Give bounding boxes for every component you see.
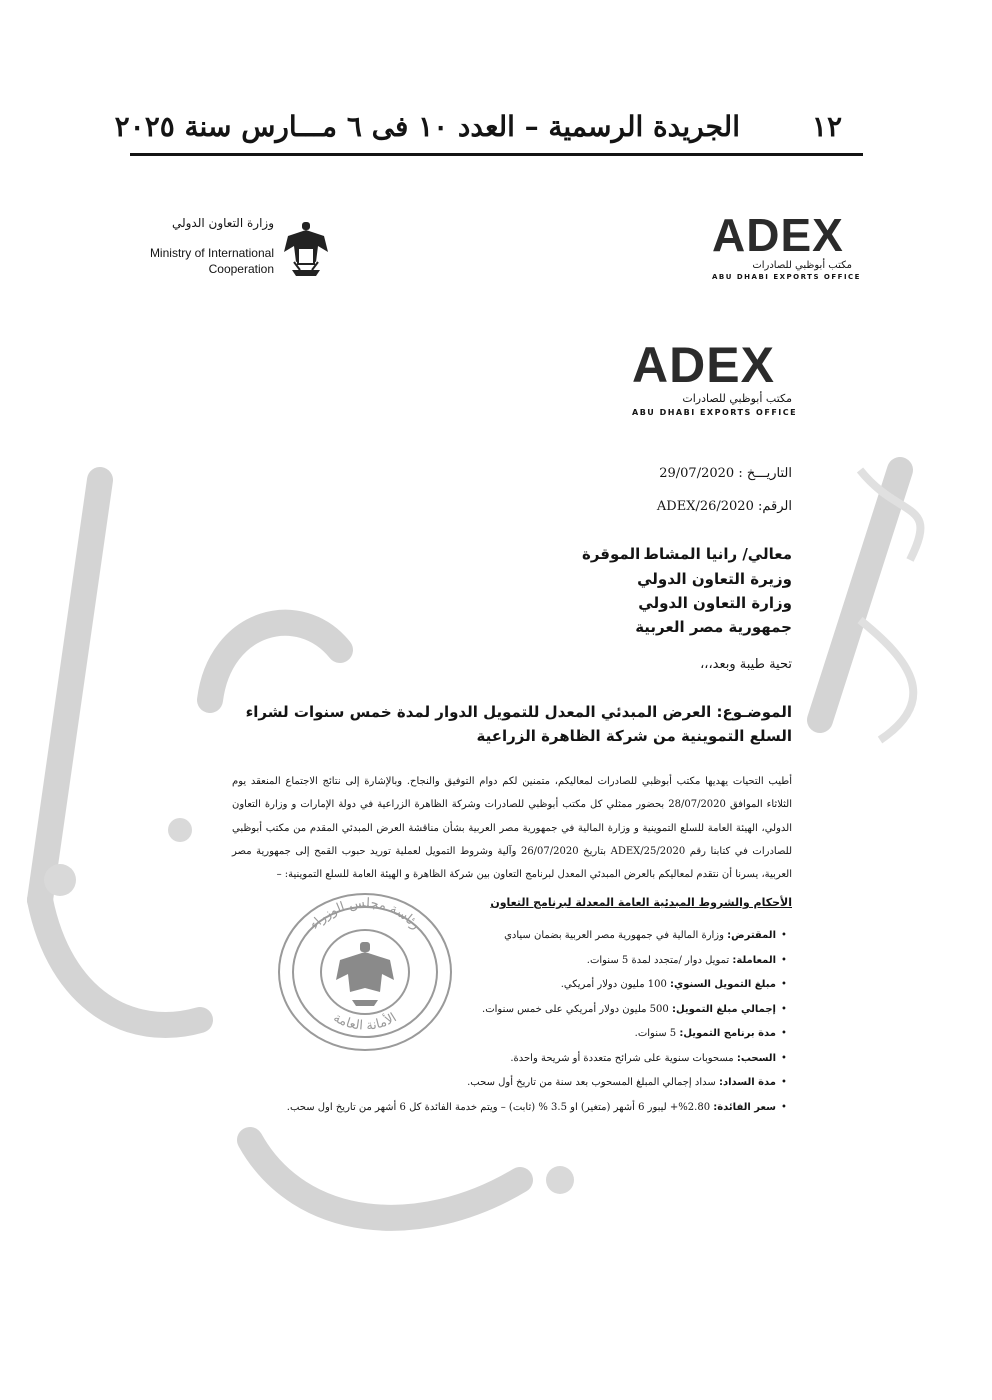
bullet-icon: • [781, 1101, 787, 1113]
addressee-line-1: وزيرة التعاون الدولي [637, 570, 792, 588]
term-label: مدة برنامج التمويل: [679, 1028, 776, 1039]
term-value: سداد إجمالي المبلغ المسحوب بعد سنة من تاريخ أول سحب. [467, 1077, 716, 1088]
seal-top-text: رئاسة مجلس الوزراء [307, 895, 423, 933]
date-label: التاريـــخ : [738, 466, 792, 481]
term-item [252, 949, 792, 974]
term-label: مدة السداد: [718, 1077, 776, 1088]
terms-list [252, 924, 792, 1120]
addressee-name-line [582, 545, 792, 563]
adex-logo-top [712, 209, 861, 281]
ministry-name-arabic: وزارة التعاون الدولي [171, 216, 274, 230]
term-label: مبلغ التمويل السنوي: [670, 979, 776, 990]
date-value: 29/07/2020 [659, 466, 735, 481]
term-label: المقترض: [727, 930, 776, 941]
header-rule [130, 153, 863, 156]
adex-logo-word: ADEX [632, 337, 775, 393]
ministry-block [150, 212, 340, 282]
addressee-name: معالي/ رانيا المشاط [643, 545, 792, 563]
bullet-icon: • [781, 979, 787, 990]
adex-logo-letterhead [632, 337, 798, 417]
term-item [252, 998, 792, 1023]
term-value: 5 سنوات. [634, 1028, 677, 1039]
term-value: وزارة المالية في جمهورية مصر العربية بضمان سيادي [504, 930, 724, 941]
adex-logo-arabic: مكتب أبوظبي للصادرات [752, 260, 852, 271]
term-value: مسحوبات سنوية على شرائح متعددة أو شريحة واحدة. [510, 1052, 734, 1064]
subject-text: العرض المبدئي المعدل للتمويل الدوار لمدة خمس سنوات لشراء السلع التموينية من شركة الظاهرة الزراعية [245, 703, 792, 745]
term-item [252, 1047, 792, 1072]
bullet-icon: • [781, 930, 787, 941]
letter-reference [657, 499, 792, 514]
addressee-line-3: جمهورية مصر العربية [635, 618, 792, 636]
term-value: 2.80%+ ليبور 6 أشهر (متغير) او 3.5 % (ثابت) – ويتم خدمة الفائدة كل 6 أشهر من تاريخ اول سحب. [286, 1101, 711, 1113]
gazette-title: الجريدة الرسمية – العدد ١٠ فى ٦ مـــارس سنة ٢٠٢٥ [114, 110, 740, 143]
term-item [252, 1096, 792, 1121]
term-label: إجمالي مبلغ التمويل: [671, 1003, 776, 1015]
terms-heading: الأحكام والشروط المبدئية العامة المعدلة لبرنامج التعاون [490, 896, 792, 909]
letter-subject [232, 700, 792, 748]
addressee-line-2: وزارة التعاون الدولي [638, 594, 792, 612]
term-item [252, 973, 792, 998]
bullet-icon: • [781, 1052, 787, 1064]
eagle-emblem-icon [282, 218, 330, 280]
term-value: 100 مليون دولار أمريكي. [560, 979, 667, 990]
term-item [252, 1022, 792, 1047]
term-label: سعر الفائدة: [713, 1101, 776, 1113]
bullet-icon: • [781, 954, 787, 966]
term-item [252, 924, 792, 949]
term-label: السحب: [736, 1052, 776, 1064]
ref-value: ADEX/26/2020 [656, 499, 754, 514]
term-label: المعاملة: [732, 954, 776, 966]
letter-body: أطيب التحيات يهديها مكتب أبوظبي للصادرات لمعاليكم، متمنين لكم دوام التوفيق والنجاح. وبالإشارة إلى نتائج الاجتماع المنعقد يوم الثلاثاء الموافق 28/07/2020 بحضور ممثلي كل مكتب أبوظبي للصادرات وشركة الظاهرة الزراعية في دولة الإمارات و وزارة التعاون الدولي، الهيئة العامة للسلع التموينية و وزارة المالية في جمهورية مصر العربية بشأن مناقشة العرض المبدئي المقدم من مكتب أبوظبي للصادرات في كتابنا رقم ADEX/25/2020 بتاريخ 26/07/2020 وآلية وشروط التمويل لعملية توريد حبوب القمح إلى جمهورية مصر العربية، يسرنا أن نتقدم لمعاليكم بالعرض المبدئي المعدل لبرنامج التعاون بين شركة الظاهرة و الهيئة العامة للسلع التموينية: – [232, 776, 792, 881]
adex-logo-arabic: مكتب أبوظبي للصادرات [682, 392, 792, 405]
adex-logo-word: ADEX [712, 209, 844, 261]
adex-logo-english: ABU DHABI EXPORTS OFFICE [712, 273, 861, 281]
addressee-honorific: الموقرة [582, 545, 641, 563]
bullet-icon: • [781, 1003, 787, 1015]
term-item [252, 1071, 792, 1096]
seal-bottom-text: الأمانة العامة [330, 1010, 400, 1034]
adex-logo-english: ABU DHABI EXPORTS OFFICE [632, 408, 798, 417]
ref-label: الرقم: [758, 499, 792, 514]
letter-date [659, 466, 792, 481]
ministry-name-english-line1: Ministry of International [149, 246, 274, 260]
page-number: ١٢ [811, 110, 842, 143]
term-value: 500 مليون دولار أمريكي على خمس سنوات. [482, 1003, 669, 1015]
bullet-icon: • [781, 1077, 787, 1088]
ministry-name-english-line2: Cooperation [208, 262, 274, 276]
bullet-icon: • [781, 1028, 787, 1039]
greeting: تحية طيبة وبعد،،، [700, 657, 792, 672]
term-value: تمويل دوار /متجدد لمدة 5 سنوات. [586, 954, 730, 966]
subject-label: الموضـوع: [716, 703, 792, 721]
